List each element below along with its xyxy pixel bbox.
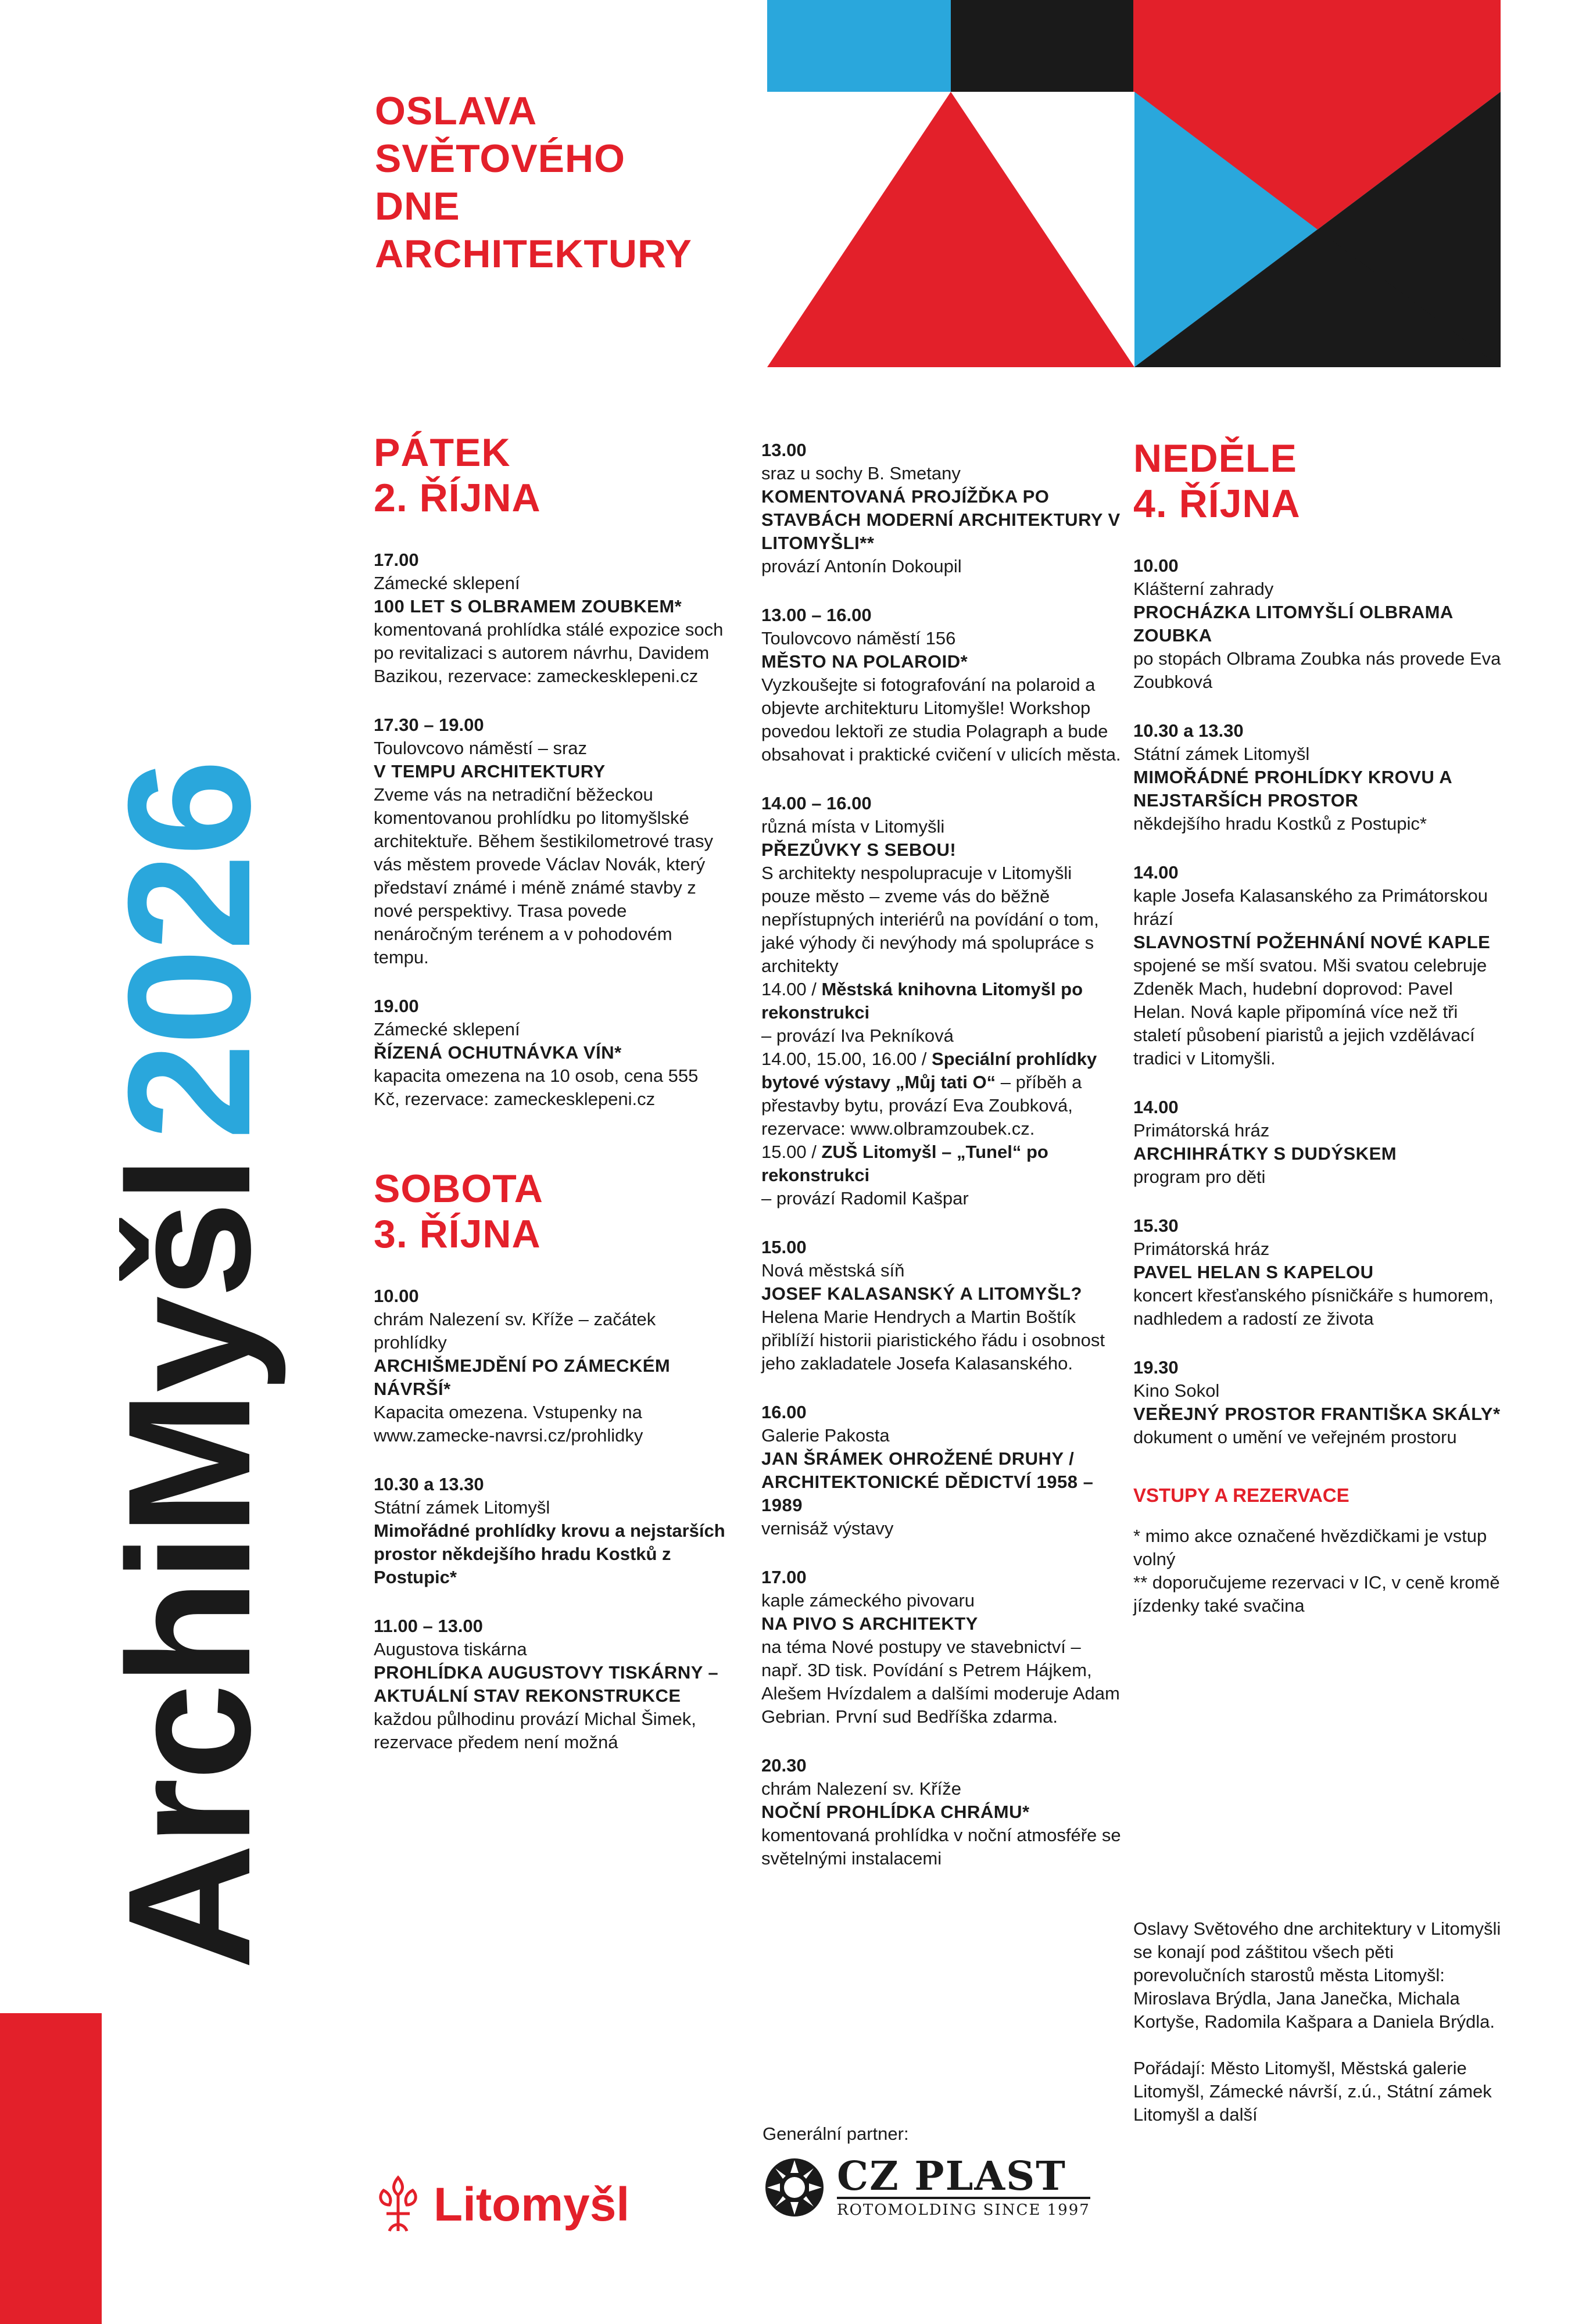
event-time: 17.00: [374, 550, 419, 570]
event-item: [374, 1473, 728, 1589]
detail-text: – příběh a přestavby bytu, provází Eva Zoubková, rezervace: www.olbramzoubek.cz.: [761, 1072, 1082, 1139]
day-name: SOBOTA: [374, 1167, 543, 1211]
event-place: chrám Nalezení sv. Kříže: [761, 1778, 961, 1799]
entry-info-heading: VSTUPY A REZERVACE: [1133, 1484, 1350, 1506]
event-name: PAVEL HELAN S KAPELOU: [1133, 1262, 1374, 1282]
cz-plast-emblem-icon: [763, 2156, 826, 2219]
title-line-4: ARCHITEKTURY: [375, 232, 692, 276]
event-desc: Kapacita omezena. Vstupenky na www.zamecke-navrsi.cz/prohlidky: [374, 1402, 643, 1446]
event-name: NOČNÍ PROHLÍDKA CHRÁMU*: [761, 1802, 1030, 1822]
event-desc: Vyzkoušejte si fotografování na polaroid a objevte architekturu Litomyšle! Workshop povedou lektoři ze studia Polagraph a bude obsahovat i praktické cvičení v ulicích města.: [761, 675, 1121, 765]
partner-name: CZ PLAST: [837, 2156, 1090, 2199]
event-name: ŘÍZENÁ OCHUTNÁVKA VÍN*: [374, 1042, 622, 1063]
event-time: 10.30 a 13.30: [1133, 720, 1244, 741]
event-item: [761, 439, 1122, 578]
event-desc: Helena Marie Hendrych a Martin Boštík přiblíží historii piaristického řádu i osobnost jeho zakladatele Josefa Kalasanského.: [761, 1307, 1105, 1373]
event-item: [1133, 861, 1505, 1070]
event-name: VEŘEJNÝ PROSTOR FRANTIŠKA SKÁLY*: [1133, 1404, 1501, 1424]
event-time: 19.00: [374, 996, 419, 1016]
day-name: PÁTEK: [374, 431, 511, 475]
red-corner-block: [0, 2013, 102, 2324]
note-single-star: * mimo akce označené hvězdičkami je vstup volný: [1133, 1526, 1487, 1569]
event-item: [761, 1401, 1122, 1540]
event-time: 13.00: [761, 440, 807, 460]
event-place: Zámecké sklepení: [374, 573, 520, 593]
detail-venue: Městská knihovna Litomyšl po rekonstrukci: [761, 979, 1083, 1023]
event-time: 10.00: [374, 1286, 419, 1306]
event-time: 16.00: [761, 1402, 807, 1422]
event-name: NA PIVO S ARCHITEKTY: [761, 1613, 978, 1634]
day-heading-sunday: [1133, 436, 1505, 526]
event-place: Nová městská síň: [761, 1260, 905, 1281]
event-time: 20.30: [761, 1755, 807, 1776]
column-sunday: [1133, 436, 1505, 1618]
event-place: kaple Josefa Kalasanského za Primátorskou hrází: [1133, 885, 1488, 929]
event-name: PROCHÁZKA LITOMYŠLÍ OLBRAMA ZOUBKA: [1133, 602, 1453, 645]
event-desc: komentovaná prohlídka stálé expozice soch po revitalizaci s autorem návrhu, Davidem Bazikou, rezervace: zameckesklepeni.cz: [374, 619, 724, 686]
header-red-block: [1133, 0, 1501, 92]
event-time: 13.00 – 16.00: [761, 605, 872, 625]
prezuvky-guide-3: – provází Radomil Kašpar: [761, 1188, 969, 1208]
event-item: [1133, 554, 1505, 694]
event-item: [761, 1236, 1122, 1375]
event-place: Zámecké sklepení: [374, 1019, 520, 1039]
day-date: 2. ŘÍJNA: [374, 476, 541, 520]
detail-time: 15.00 /: [761, 1142, 817, 1162]
litomysl-logo-text: Litomyšl: [434, 2178, 630, 2231]
event-desc: Mimořádné prohlídky krovu a nejstarších prostor někdejšího hradu Kostků z Postupic*: [374, 1520, 725, 1587]
detail-venue: ZUŠ Litomyšl – „Tunel“ po rekonstrukci: [761, 1142, 1048, 1185]
geometric-header-graphic: [767, 0, 1501, 372]
event-desc: kapacita omezena na 10 osob, cena 555 Kč, rezervace: zameckesklepeni.cz: [374, 1066, 699, 1109]
event-name: 100 LET S OLBRAMEM ZOUBKEM*: [374, 596, 682, 616]
event-desc: každou půlhodinu provází Michal Šimek, rezervace předem není možná: [374, 1709, 696, 1752]
event-place: Galerie Pakosta: [761, 1425, 890, 1446]
event-name: SLAVNOSTNÍ POŽEHNÁNÍ NOVÉ KAPLE: [1133, 932, 1491, 952]
event-item: [761, 604, 1122, 766]
event-place: Augustova tiskárna: [374, 1639, 527, 1659]
partner-logo: [763, 2153, 1090, 2219]
event-time: 15.00: [761, 1237, 807, 1257]
detail-time: 14.00, 15.00, 16.00 /: [761, 1049, 927, 1069]
event-desc: provází Antonín Dokoupil: [761, 556, 962, 576]
event-item: [1133, 1096, 1505, 1189]
event-desc: S architekty nespolupracuje v Litomyšli pouze město – zveme vás do běžně nepřístupných interiérů na povídání o tom, jaké výhody či nevýhody má spolupráce s architekty: [761, 863, 1099, 976]
title-line-2: SVĚTOVÉHO: [375, 137, 625, 181]
event-desc: komentovaná prohlídka v noční atmosféře se světelnými instalacemi: [761, 1825, 1121, 1868]
event-desc: na téma Nové postupy ve stavebnictví – např. 3D tisk. Povídání s Petrem Hájkem, Alešem Hvízdalem a dalšími moderuje Adam Gebrian. První sud Bedříška zdarma.: [761, 1637, 1120, 1727]
prezuvky-detail-1: [761, 978, 1122, 1024]
event-item: [761, 1754, 1122, 1870]
event-item: [374, 713, 728, 969]
event-place: Kino Sokol: [1133, 1380, 1220, 1401]
event-desc: po stopách Olbrama Zoubka nás provede Eva Zoubková: [1133, 648, 1501, 692]
event-name: ARCHIŠMEJDĚNÍ PO ZÁMECKÉM NÁVRŠÍ*: [374, 1355, 671, 1399]
litomysl-emblem-icon: [372, 2173, 424, 2237]
event-place: Toulovcovo náměstí 156: [761, 628, 956, 648]
note-double-star: ** doporučujeme rezervaci v IC, v ceně kromě jízdenky také svačina: [1133, 1572, 1500, 1616]
event-desc: někdejšího hradu Kostků z Postupic*: [1133, 813, 1427, 834]
event-name: ARCHIHRÁTKY S DUDÝSKEM: [1133, 1143, 1397, 1164]
event-place: Primátorská hráz: [1133, 1120, 1270, 1141]
event-desc: koncert křesťanského písničkáře s humorem, nadhledem a radostí ze života: [1133, 1285, 1494, 1329]
event-item: [1133, 719, 1505, 835]
footer-info: [1133, 1917, 1505, 2126]
title-line-3: DNE: [375, 184, 460, 228]
event-time: 10.30 a 13.30: [374, 1474, 484, 1494]
partner-label: Generální partner:: [763, 2124, 909, 2144]
event-name: KOMENTOVANÁ PROJÍŽĎKA PO STAVBÁCH MODERNÍ ARCHITEKTURY V LITOMYŠLI**: [761, 486, 1121, 553]
detail-venue: Speciální prohlídky bytové výstavy „Můj tati O“: [761, 1049, 1097, 1092]
event-name: V TEMPU ARCHITEKTURY: [374, 761, 606, 781]
event-name: MĚSTO NA POLAROID*: [761, 651, 968, 672]
header-black-block: [951, 0, 1133, 92]
day-heading-friday: [374, 430, 728, 521]
event-item: [374, 1615, 728, 1754]
page-title: [375, 87, 692, 278]
event-time: 15.30: [1133, 1215, 1179, 1236]
event-time: 10.00: [1133, 555, 1179, 576]
event-place: Klášterní zahrady: [1133, 579, 1274, 599]
cz-plast-text: [837, 2153, 1090, 2219]
event-name: PŘEZŮVKY S SEBOU!: [761, 840, 957, 860]
event-item: [761, 1566, 1122, 1728]
event-item: [1133, 1214, 1505, 1330]
event-time: 14.00: [1133, 1097, 1179, 1117]
event-place: Toulovcovo náměstí – sraz: [374, 738, 588, 758]
day-heading-saturday: [374, 1166, 728, 1257]
event-name: JAN ŠRÁMEK OHROŽENÉ DRUHY / ARCHITEKTONICKÉ DĚDICTVÍ 1958 – 1989: [761, 1448, 1094, 1515]
event-name: PROHLÍDKA AUGUSTOVY TISKÁRNY – AKTUÁLNÍ STAV REKONSTRUKCE: [374, 1662, 719, 1706]
column-saturday-continued: [761, 439, 1122, 1896]
event-time: 19.30: [1133, 1357, 1179, 1378]
litomysl-logo: [372, 2173, 629, 2237]
festival-name: ArchiMyšl: [91, 1157, 287, 1970]
header-red-triangle: [767, 92, 1134, 367]
event-desc: Zveme vás na netradiční běžeckou komentovanou prohlídku po litomyšlské architektuře. Během šestikilometrové trasy vás městem provede Václav Novák, který představí známé i méně známé stavby z nové perspektivy. Trasa povede nenáročným terénem a v pohodovém tempu.: [374, 784, 714, 967]
header-blue-block: [767, 0, 951, 92]
column-friday-saturday: [374, 430, 728, 1780]
title-line-1: OSLAVA: [375, 89, 538, 133]
day-date: 3. ŘÍJNA: [374, 1212, 541, 1256]
event-place: sraz u sochy B. Smetany: [761, 463, 961, 483]
prezuvky-guide-1: – provází Iva Pekníková: [761, 1025, 954, 1046]
event-name: JOSEF KALASANSKÝ A LITOMYŠL?: [761, 1283, 1082, 1304]
event-time: 17.30 – 19.00: [374, 715, 484, 735]
event-place: Primátorská hráz: [1133, 1239, 1270, 1259]
day-name: NEDĚLE: [1133, 436, 1297, 480]
event-time: 17.00: [761, 1567, 807, 1587]
festival-year: 2026: [91, 761, 287, 1141]
event-item: [374, 1285, 728, 1447]
detail-time: 14.00 /: [761, 979, 817, 999]
partner-tagline: ROTOMOLDING SINCE 1997: [837, 2201, 1090, 2219]
event-place: různá místa v Litomyšli: [761, 816, 945, 837]
event-item: [761, 792, 1122, 1210]
event-place: Státní zámek Litomyšl: [374, 1497, 550, 1518]
event-desc: program pro děti: [1133, 1167, 1266, 1187]
event-place: chrám Nalezení sv. Kříže – začátek prohlídky: [374, 1309, 656, 1353]
organizers-text: Pořádají: Město Litomyšl, Městská galerie Litomyšl, Zámecké návrší, z.ú., Státní zámek Litomyšl a další: [1133, 2058, 1492, 2125]
event-time: 11.00 – 13.00: [374, 1616, 483, 1636]
event-desc: dokument o umění ve veřejném prostoru: [1133, 1427, 1457, 1447]
prezuvky-detail-3: [761, 1141, 1122, 1187]
event-name: MIMOŘÁDNÉ PROHLÍDKY KROVU A NEJSTARŠÍCH PROSTOR: [1133, 767, 1452, 810]
day-date: 4. ŘÍJNA: [1133, 482, 1301, 526]
event-place: Státní zámek Litomyšl: [1133, 744, 1310, 764]
event-time: 14.00 – 16.00: [761, 793, 872, 813]
vertical-festival-title: [91, 761, 287, 1970]
event-item: [374, 548, 728, 688]
event-desc: spojené se mší svatou. Mši svatou celebruje Zdeněk Mach, hudební doprovod: Pavel Helan. Nová kaple připomíná více než tři staletí působení piaristů a jejich vzdělávací tradici v Litomyšli.: [1133, 955, 1487, 1068]
event-desc: vernisáž výstavy: [761, 1518, 894, 1538]
patronage-text: Oslavy Světového dne architektury v Litomyšli se konají pod záštitou všech pěti porevolučních starostů města Litomyšl: Miroslava Brýdla, Jana Janečka, Michala Kortyše, Radomila Kašpara a Daniela Brýdla.: [1133, 1918, 1501, 2032]
event-time: 14.00: [1133, 862, 1179, 883]
event-item: [1133, 1356, 1505, 1449]
event-item: [374, 995, 728, 1111]
event-place: kaple zámeckého pivovaru: [761, 1590, 975, 1611]
prezuvky-detail-2: [761, 1048, 1122, 1141]
